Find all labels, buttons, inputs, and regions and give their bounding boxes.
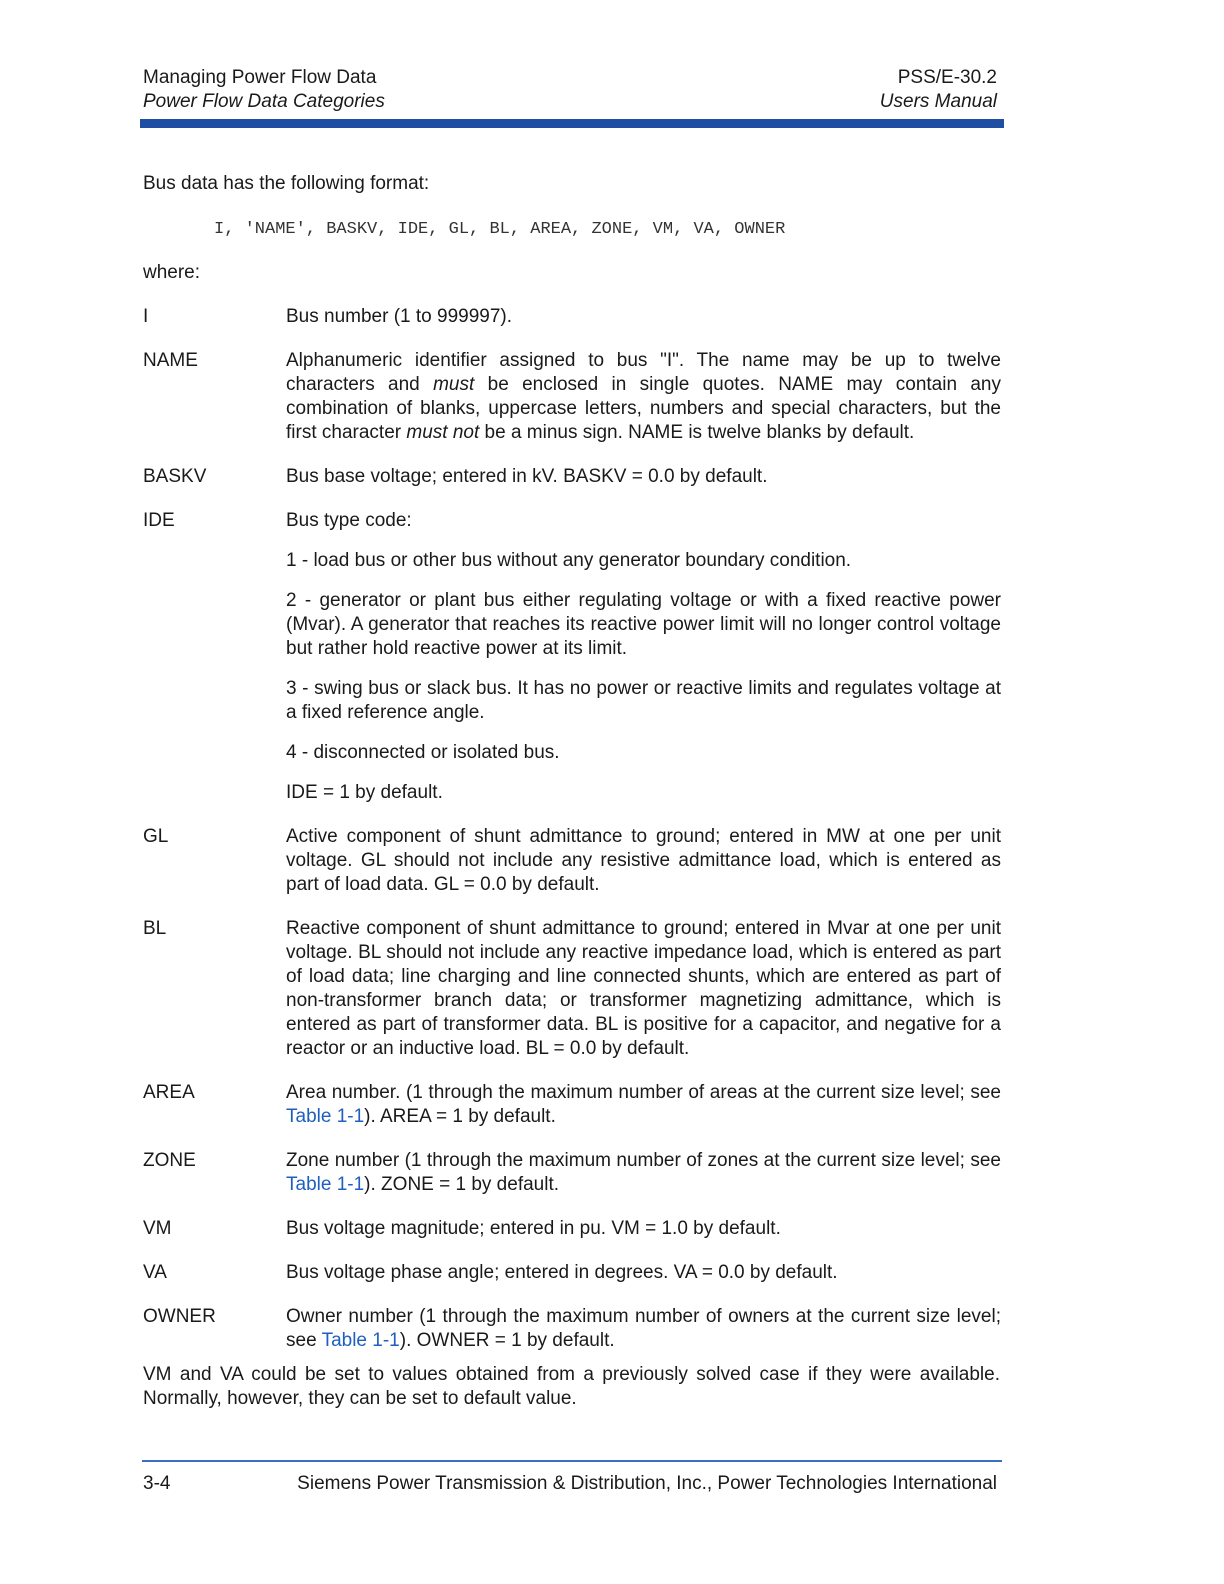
text-segment: ). AREA = 1 by default.	[364, 1106, 556, 1127]
where-label: where:	[143, 262, 201, 283]
ide-code-2: 2 - generator or plant bus either regulating voltage or with a fixed reactive power (Mvar). A generator that reaches its reactive power limit will no longer control voltage but rather hold reactive power at its limit.	[286, 590, 1001, 659]
description: Bus voltage phase angle; entered in degrees. VA = 0.0 by default.	[286, 1262, 838, 1283]
footer-company: Siemens Power Transmission & Distribution, Inc., Power Technologies International	[297, 1473, 997, 1494]
term: BASKV	[143, 466, 207, 487]
ide-code-1: 1 - load bus or other bus without any generator boundary condition.	[286, 550, 852, 571]
term: VA	[143, 1262, 167, 1283]
definition-name	[143, 349, 1001, 445]
text-segment: Alphanumeric identifier assigned to bus "I". The name may be up to twelve characters and	[286, 350, 1001, 395]
description: Bus number (1 to 999997).	[286, 306, 513, 327]
header-rule	[140, 119, 1004, 128]
footer-rule	[142, 1460, 1002, 1462]
term: IDE	[143, 510, 175, 531]
term: OWNER	[143, 1306, 216, 1327]
text-segment: Area number. (1 through the maximum number of areas at the current size level; see	[286, 1082, 1001, 1103]
emphasis: must	[433, 374, 475, 395]
ide-default: IDE = 1 by default.	[286, 782, 443, 803]
chapter-title: Managing Power Flow Data	[143, 67, 377, 88]
term: GL	[143, 826, 169, 847]
term: AREA	[143, 1082, 195, 1103]
definition-vm	[143, 1217, 1001, 1241]
definition-owner	[143, 1305, 1001, 1353]
definition-i	[143, 305, 1001, 329]
text-segment: Owner number (1 through the maximum number of owners at the current size level; see	[286, 1306, 1001, 1351]
intro-text: Bus data has the following format:	[143, 173, 430, 194]
definition-list	[143, 305, 1001, 1373]
description: Bus voltage magnitude; entered in pu. VM = 1.0 by default.	[286, 1218, 781, 1239]
term: ZONE	[143, 1150, 196, 1171]
table-link[interactable]: Table 1-1	[286, 1106, 365, 1127]
ide-intro: Bus type code:	[286, 510, 412, 531]
closing-paragraph: VM and VA could be set to values obtained from a previously solved case if they were available. Normally, however, they can be set to default value.	[143, 1364, 1000, 1409]
description	[286, 1149, 1001, 1197]
format-line: I, 'NAME', BASKV, IDE, GL, BL, AREA, ZONE, VM, VA, OWNER	[214, 220, 786, 239]
definition-zone	[143, 1149, 1001, 1197]
definition-baskv	[143, 465, 1001, 489]
ide-code-4: 4 - disconnected or isolated bus.	[286, 742, 560, 763]
text-segment: Zone number (1 through the maximum number of zones at the current size level; see	[286, 1150, 1001, 1171]
term: I	[143, 306, 149, 327]
definition-area	[143, 1081, 1001, 1129]
text-segment: ). OWNER = 1 by default.	[399, 1330, 615, 1351]
description: Active component of shunt admittance to ground; entered in MW at one per unit voltage. GL should not include any resistive admittance load, which is entered as part of load data. GL = 0.0 by default.	[286, 826, 1001, 895]
description	[286, 349, 1001, 445]
ide-code-3: 3 - swing bus or slack bus. It has no power or reactive limits and regulates voltage at a fixed reference angle.	[286, 678, 1001, 723]
definition-va	[143, 1261, 1001, 1285]
manual-name: Users Manual	[879, 91, 997, 112]
definition-ide	[143, 509, 1001, 805]
description	[286, 509, 1001, 805]
definition-bl	[143, 917, 1001, 1061]
description	[286, 1081, 1001, 1129]
text-segment: ). ZONE = 1 by default.	[364, 1174, 560, 1195]
term: NAME	[143, 350, 198, 371]
emphasis: must not	[406, 422, 480, 443]
page-number: 3-4	[143, 1473, 171, 1494]
description: Reactive component of shunt admittance to ground; entered in Mvar at one per unit voltage. BL should not include any reactive impedance load, which is entered as part of load data; line charging and line connected shunts, which are entered as part of non-transformer branch data; or transformer magnetizing admittance, which is entered as part of transformer data. BL is positive for a capacitor, and negative for a reactor or an inductive load. BL = 0.0 by default.	[286, 918, 1001, 1059]
running-header-left	[143, 66, 385, 114]
table-link[interactable]: Table 1-1	[286, 1174, 365, 1195]
description	[286, 1305, 1001, 1353]
running-header-right	[880, 66, 997, 114]
term: BL	[143, 918, 167, 939]
text-segment: be enclosed in single quotes. NAME may contain any combination of blanks, uppercase letters, numbers and special characters, but the first character	[286, 374, 1001, 443]
section-title: Power Flow Data Categories	[143, 91, 385, 112]
term: VM	[143, 1218, 172, 1239]
product-name: PSS/E-30.2	[897, 67, 997, 88]
definition-gl	[143, 825, 1001, 897]
text-segment: be a minus sign. NAME is twelve blanks by default.	[479, 422, 915, 443]
table-link[interactable]: Table 1-1	[321, 1330, 400, 1351]
description: Bus base voltage; entered in kV. BASKV = 0.0 by default.	[286, 466, 768, 487]
